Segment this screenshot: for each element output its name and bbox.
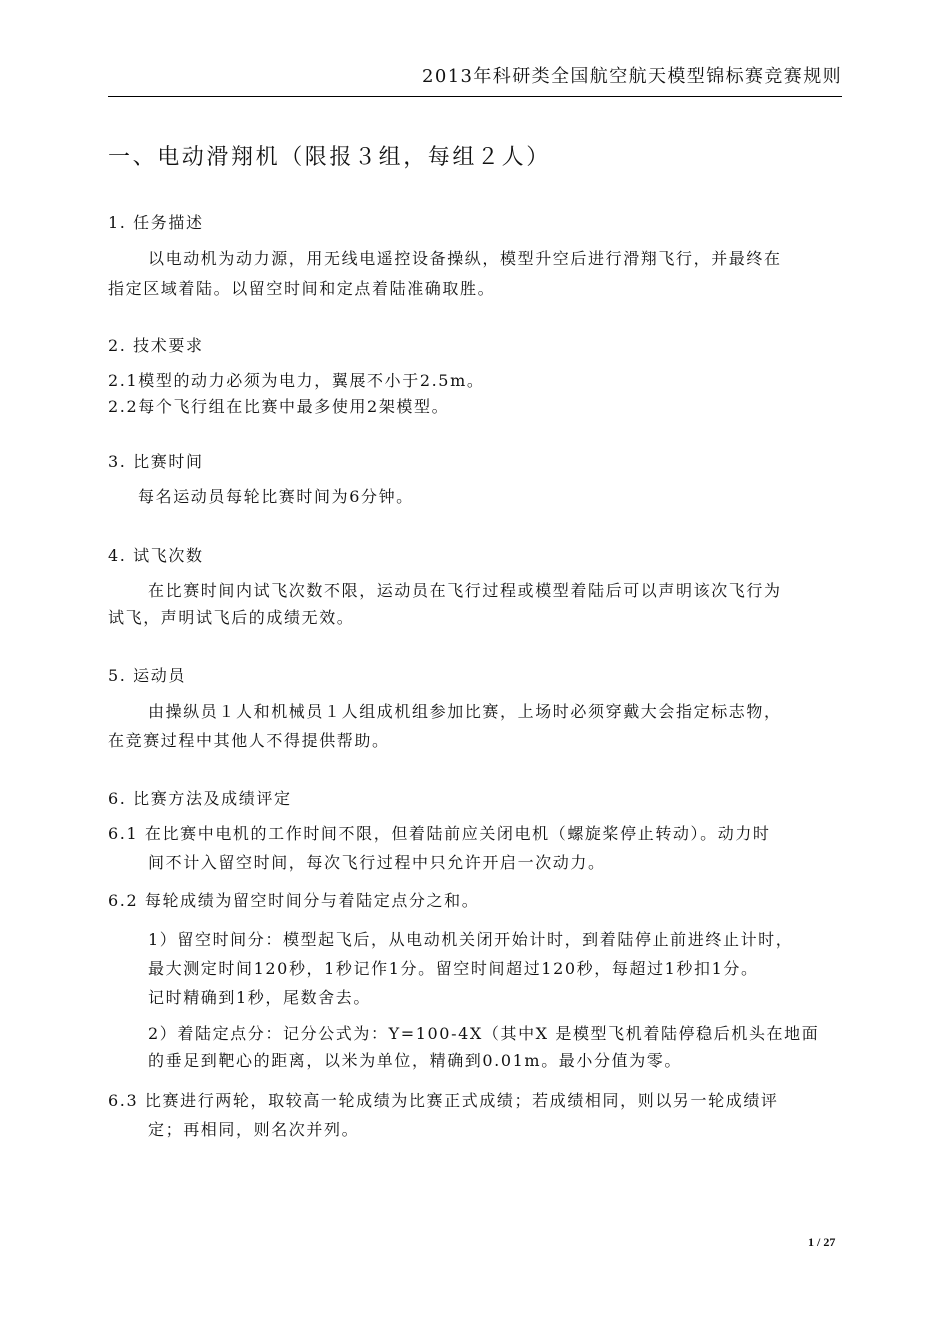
sub-rule-1-line: 1）留空时间分：模型起飞后，从电动机关闭开始计时，到着陆停止前进终止计时，	[148, 930, 794, 949]
header-divider	[108, 96, 842, 97]
rule-2-2: 2.2每个飞行组在比赛中最多使用2架模型。	[108, 397, 450, 416]
sub-rule-2-line: 2）着陆定点分：记分公式为：Y=100-4X（其中X 是模型飞机着陆停稳后机头在地面	[148, 1024, 820, 1043]
sub-rule-2-line: 的垂足到靶心的距离，以米为单位，精确到0.01m。最小分值为零。	[148, 1051, 682, 1070]
paragraph-line: 每名运动员每轮比赛时间为6分钟。	[138, 487, 414, 506]
paragraph-line: 在比赛时间内试飞次数不限，运动员在飞行过程或模型着陆后可以声明该次飞行为	[148, 581, 782, 600]
heading-task-description: 1. 任务描述	[108, 213, 204, 232]
rule-6-3-line: 定；再相同，则名次并列。	[148, 1120, 360, 1139]
paragraph-line: 以电动机为动力源，用无线电遥控设备操纵，模型升空后进行滑翔飞行，并最终在	[148, 249, 782, 268]
rule-6-1-line: 6.1 在比赛中电机的工作时间不限，但着陆前应关闭电机（螺旋桨停止转动）。动力时	[108, 824, 771, 843]
rule-2-1: 2.1模型的动力必须为电力，翼展不小于2.5m。	[108, 371, 485, 390]
rule-6-1-line: 间不计入留空时间，每次飞行过程中只允许开启一次动力。	[148, 853, 606, 872]
rule-6-3-line: 6.3 比赛进行两轮，取较高一轮成绩为比赛正式成绩；若成绩相同，则以另一轮成绩评	[108, 1091, 779, 1110]
sub-rule-1-line: 记时精确到1秒，尾数舍去。	[148, 988, 371, 1007]
heading-athletes: 5. 运动员	[108, 666, 186, 685]
paragraph-line: 在竞赛过程中其他人不得提供帮助。	[108, 731, 390, 750]
page-number: 1 / 27	[808, 1235, 836, 1249]
heading-technical-requirements: 2. 技术要求	[108, 336, 204, 355]
sub-rule-1-line: 最大测定时间120秒，1秒记作1分。留空时间超过120秒，每超过1秒扣1分。	[148, 959, 759, 978]
header-title: 2013年科研类全国航空航天模型锦标赛竞赛规则	[421, 66, 842, 87]
paragraph-line: 试飞，声明试飞后的成绩无效。	[108, 608, 355, 627]
section-title: 一、电动滑翔机（限报３组，每组２人）	[108, 145, 551, 170]
heading-competition-method: 6. 比赛方法及成绩评定	[108, 789, 292, 808]
rule-6-2: 6.2 每轮成绩为留空时间分与着陆定点分之和。	[108, 891, 480, 910]
paragraph-line: 由操纵员１人和机械员１人组成机组参加比赛，上场时必须穿戴大会指定标志物，	[148, 702, 782, 721]
paragraph-line: 指定区域着陆。以留空时间和定点着陆准确取胜。	[108, 279, 496, 298]
heading-competition-time: 3. 比赛时间	[108, 452, 204, 471]
heading-trial-flights: 4. 试飞次数	[108, 546, 204, 565]
